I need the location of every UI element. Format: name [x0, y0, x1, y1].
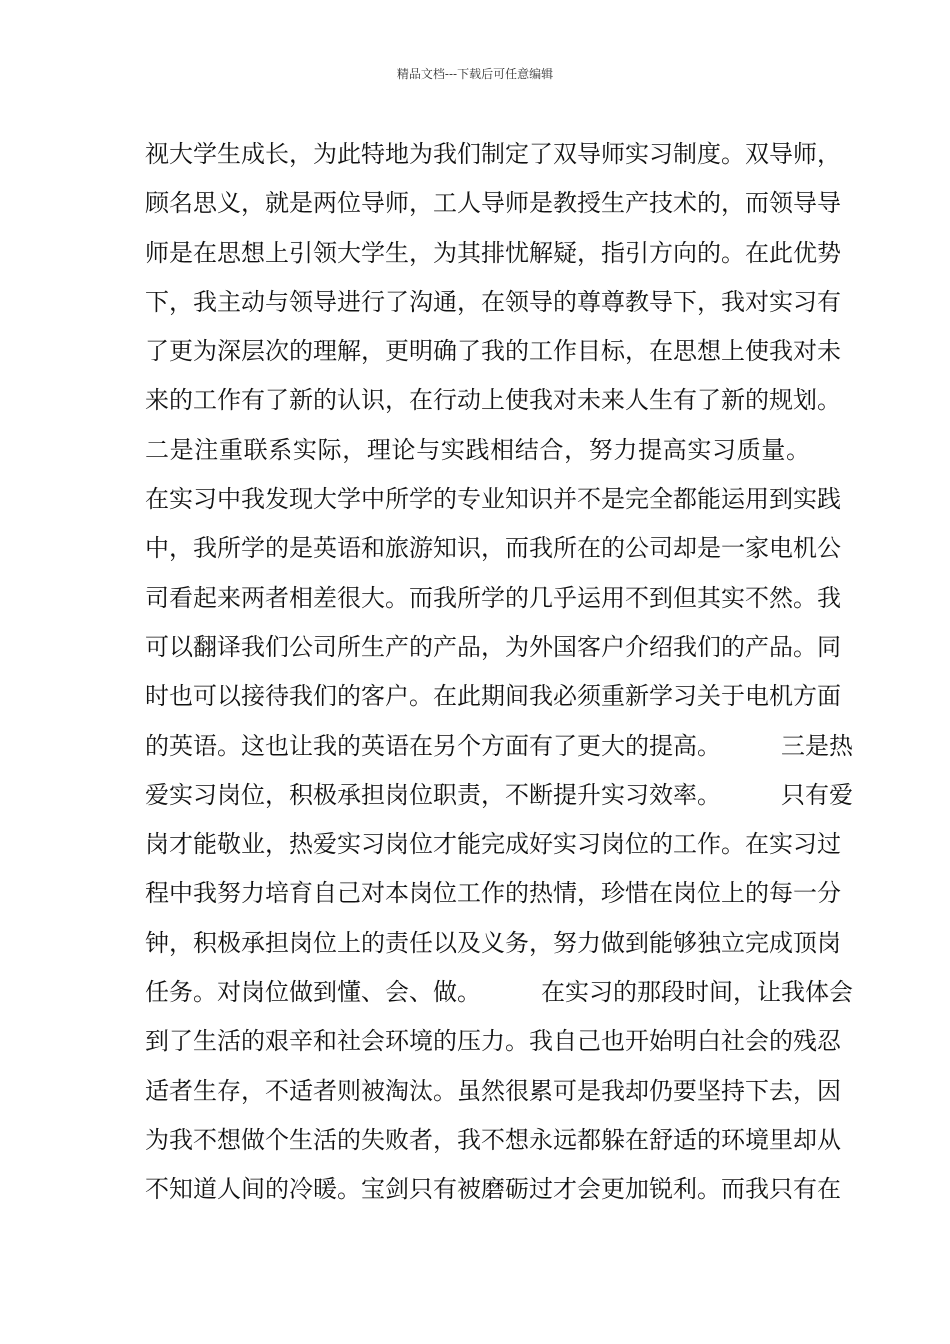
text-line: 程中我努力培育自己对本岗位工作的热情，珍惜在岗位上的每一分 — [145, 879, 841, 908]
text-line: 了更为深层次的理解，更明确了我的工作目标，在思想上使我对未 — [145, 337, 841, 366]
text-line: 来的工作有了新的认识，在行动上使我对未来人生有了新的规划。 — [145, 386, 841, 415]
text-line: 在实习中我发现大学中所学的专业知识并不是完全都能运用到实践 — [145, 485, 841, 514]
page-header: 精品文档---下载后可任意编辑 — [396, 67, 554, 81]
text-line: 的英语。这也让我的英语在另个方面有了更大的提高。 三是热 — [145, 731, 853, 760]
text-line: 爱实习岗位，积极承担岗位职责，不断提升实习效率。 只有爱 — [145, 780, 853, 809]
text-line: 钟，积极承担岗位上的责任以及义务，努力做到能够独立完成顶岗 — [145, 928, 841, 957]
body-text — [145, 130, 853, 1215]
text-line: 到了生活的艰辛和社会环境的压力。我自己也开始明白社会的残忍 — [145, 1027, 841, 1056]
text-line: 下，我主动与领导进行了沟通，在领导的尊尊教导下，我对实习有 — [145, 287, 841, 316]
text-line: 视大学生成长，为此特地为我们制定了双导师实习制度。双导师， — [145, 140, 841, 168]
text-line: 顾名思义，就是两位导师，工人导师是教授生产技术的，而领导导 — [145, 189, 841, 218]
text-line: 中，我所学的是英语和旅游知识，而我所在的公司却是一家电机公 — [145, 534, 841, 563]
text-line: 适者生存，不适者则被淘汰。虽然很累可是我却仍要坚持下去，因 — [145, 1076, 841, 1105]
text-line: 时也可以接待我们的客户。在此期间我必须重新学习关于电机方面 — [145, 682, 841, 711]
text-line: 任务。对岗位做到懂、会、做。 在实习的那段时间，让我体会 — [145, 978, 853, 1007]
text-line: 司看起来两者相差很大。而我所学的几乎运用不到但其实不然。我 — [145, 583, 841, 612]
text-line: 二是注重联系实际，理论与实践相结合，努力提高实习质量。 — [145, 435, 810, 464]
text-line: 为我不想做个生活的失败者，我不想永远都躲在舒适的环境里却从 — [145, 1125, 841, 1154]
text-line: 师是在思想上引领大学生，为其排忧解疑，指引方向的。在此优势 — [145, 238, 841, 267]
text-line: 不知道人间的冷暖。宝剑只有被磨砺过才会更加锐利。而我只有在 — [145, 1175, 841, 1204]
text-line: 岗才能敬业，热爱实习岗位才能完成好实习岗位的工作。在实习过 — [145, 830, 841, 859]
text-line: 可以翻译我们公司所生产的产品，为外国客户介绍我们的产品。同 — [145, 632, 841, 661]
